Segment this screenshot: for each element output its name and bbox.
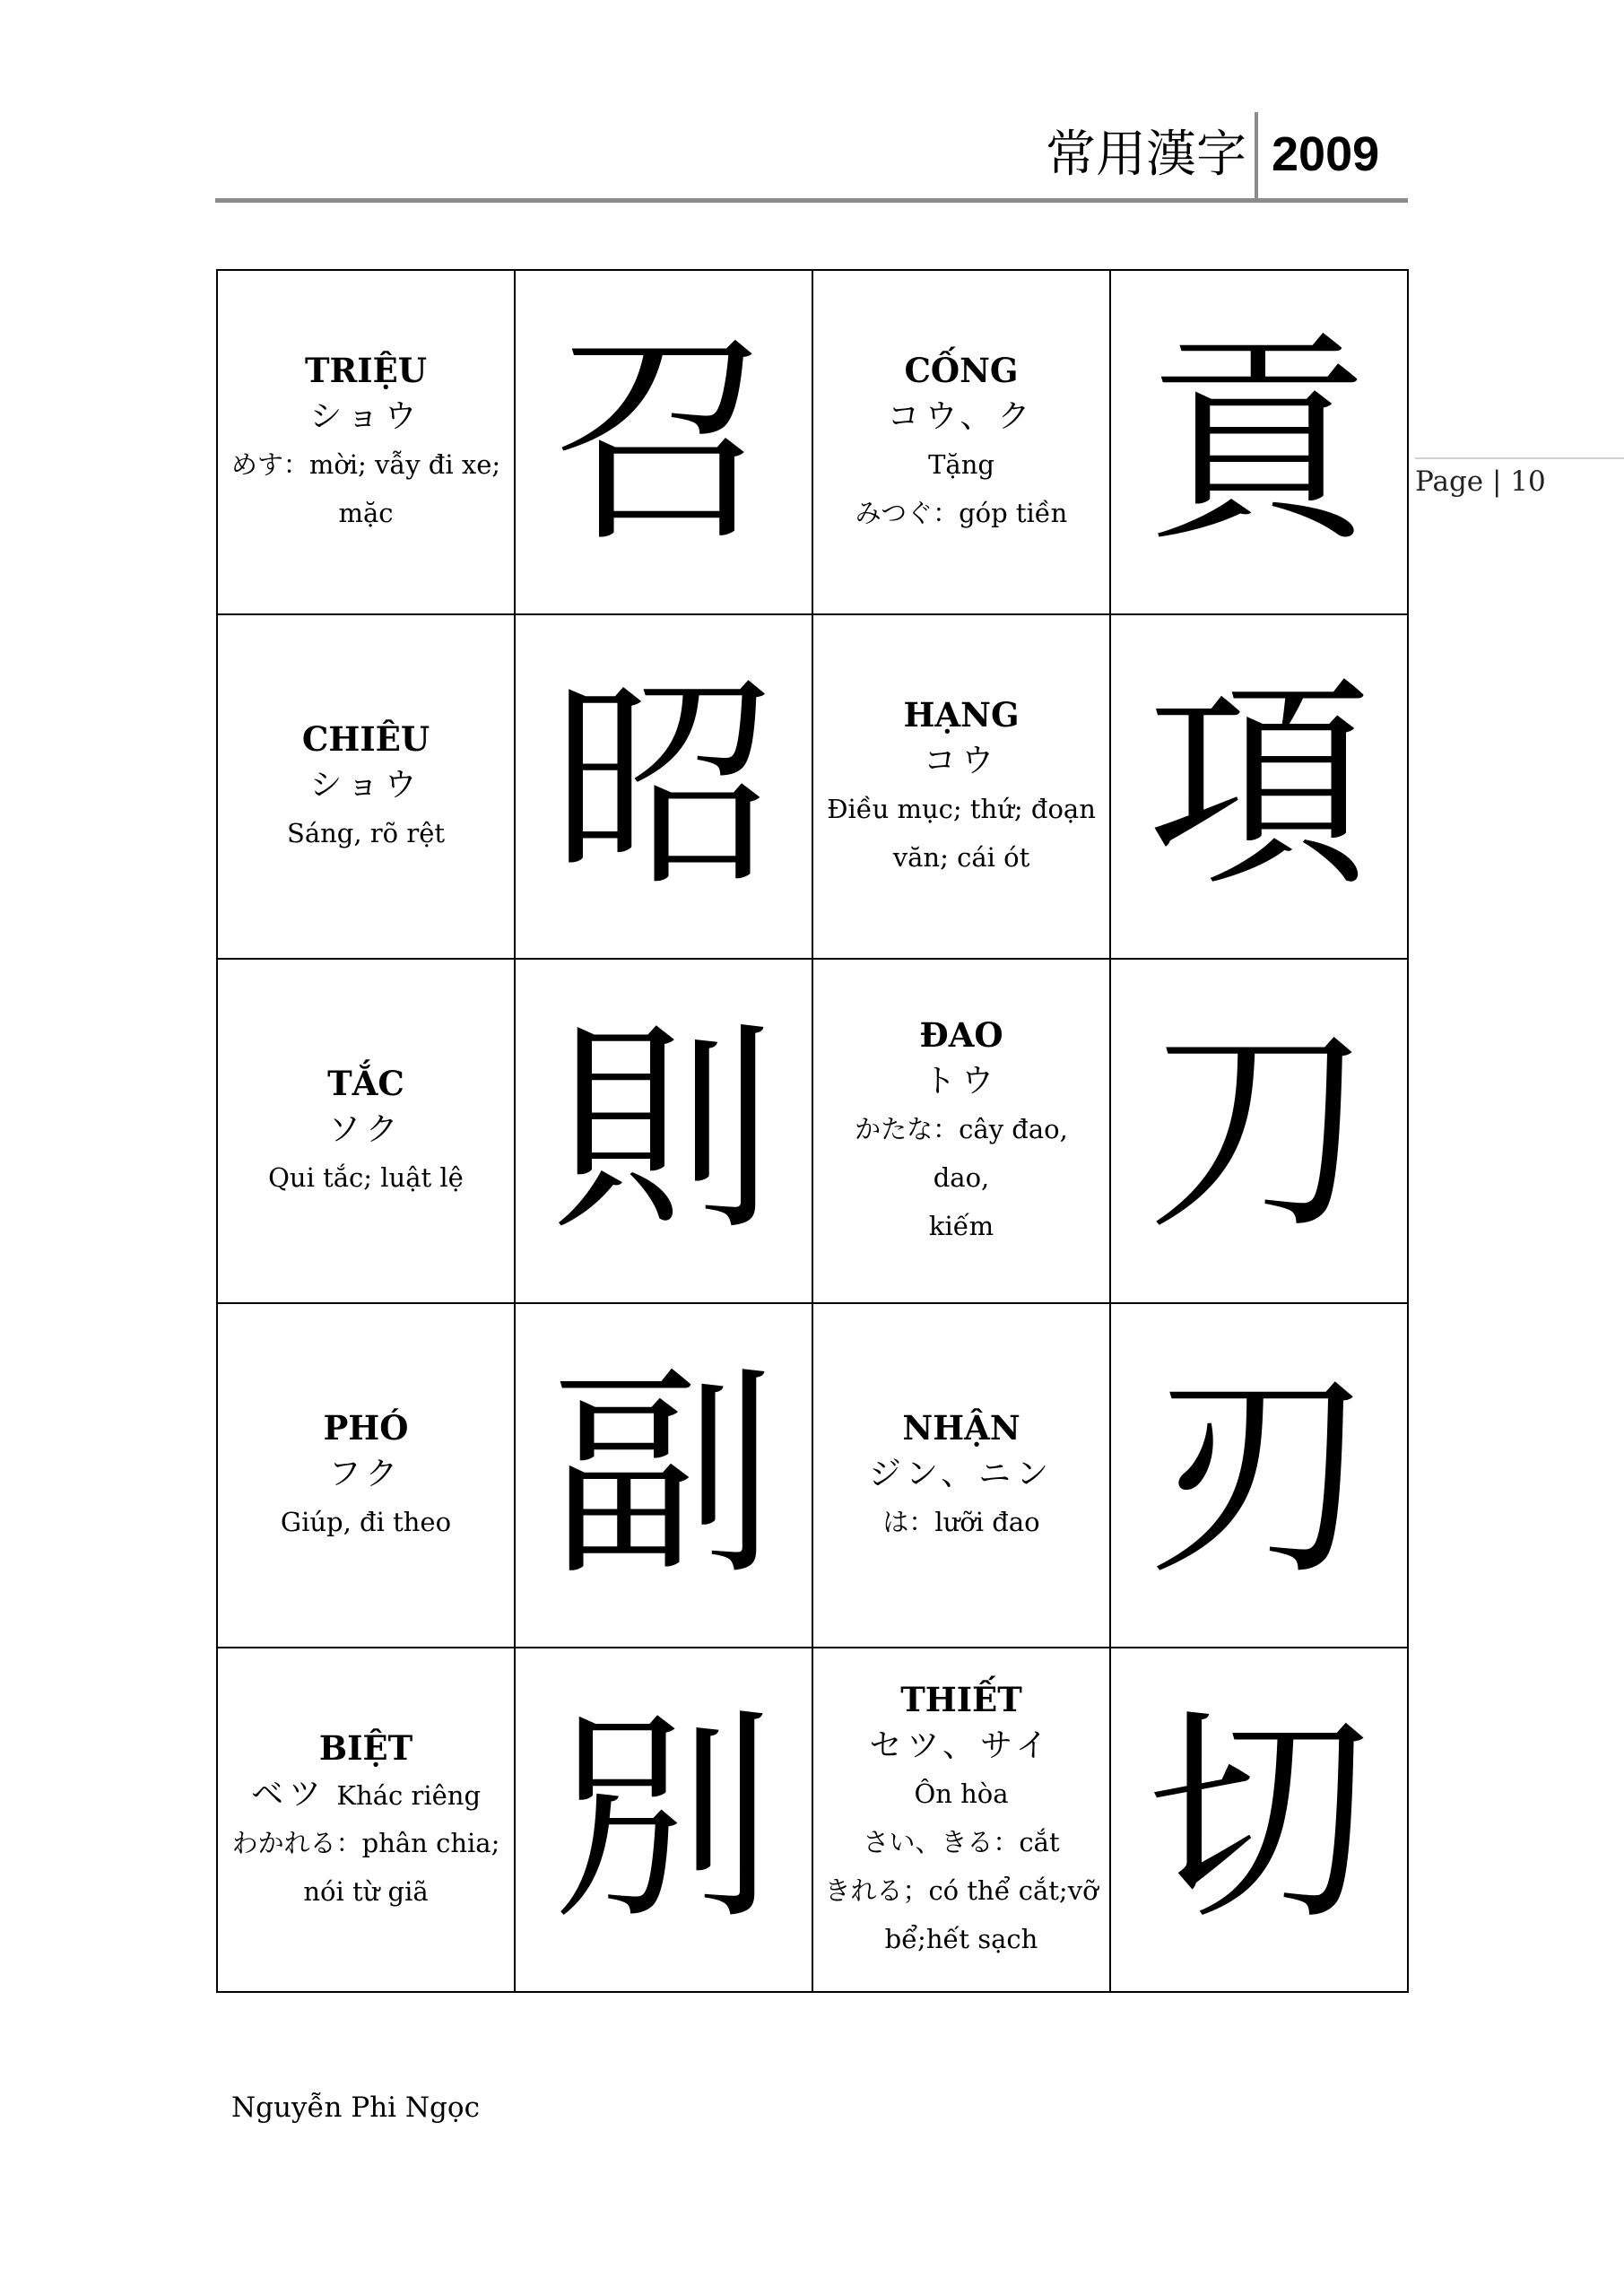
sino-vietnamese-reading: TRIỆU	[304, 351, 428, 390]
kanji-character: 切	[1147, 1689, 1371, 1950]
kanji-cell	[1110, 959, 1408, 1303]
meaning-line: kiếm	[928, 1211, 994, 1241]
info-cell	[217, 270, 515, 614]
kanji-character: 召	[551, 311, 776, 572]
table-row	[217, 1648, 1408, 1992]
kanji-cell	[515, 614, 812, 959]
on-reading: フク	[328, 1456, 404, 1492]
info-cell	[217, 959, 515, 1303]
on-reading: ベツ	[250, 1775, 326, 1813]
meaning-line: めす：mời; vẫy đi xe;	[230, 449, 501, 480]
header-divider	[1255, 112, 1258, 202]
kanji-character: 副	[551, 1344, 776, 1605]
kanji-character: 刃	[1147, 1344, 1371, 1605]
sino-vietnamese-reading: HẠNG	[903, 695, 1020, 735]
side-rule	[1415, 457, 1624, 459]
info-cell	[217, 1303, 515, 1648]
on-reading: ショウ	[309, 398, 422, 435]
meaning-inline: Khác riêng	[336, 1779, 482, 1811]
on-reading: コウ	[923, 743, 999, 779]
meaning-line: văn; cái ót	[892, 842, 1030, 873]
page-number: Page | 10	[1415, 465, 1546, 498]
meaning-line: mặc	[338, 498, 394, 528]
on-reading: セツ、サイ	[869, 1727, 1054, 1764]
meaning-line: は：lưỡi đao	[882, 1507, 1040, 1537]
kanji-character: 刀	[1147, 1000, 1371, 1261]
header-title: 常用漢字	[1046, 126, 1246, 184]
on-reading: ショウ	[309, 767, 422, 804]
sino-vietnamese-reading: ĐAO	[919, 1015, 1003, 1055]
kanji-cell	[1110, 614, 1408, 959]
kanji-character: 則	[551, 1000, 776, 1261]
header-rule	[215, 198, 1408, 203]
sino-vietnamese-reading: BIỆT	[318, 1727, 413, 1768]
on-reading: トウ	[923, 1063, 999, 1100]
meaning-line: Sáng, rõ rệt	[286, 818, 446, 848]
meaning-line: Điều mục; thứ; đoạn	[827, 794, 1096, 824]
sino-vietnamese-reading: THIẾT	[900, 1680, 1022, 1719]
meaning-line: Giúp, đi theo	[280, 1507, 452, 1537]
on-reading: ソク	[328, 1111, 404, 1148]
meaning-line: みつぐ：góp tiền	[855, 498, 1068, 528]
sino-vietnamese-reading: CHIÊU	[301, 719, 430, 759]
kanji-character: 貢	[1147, 311, 1371, 572]
kanji-cell	[515, 959, 812, 1303]
kanji-cell	[515, 1648, 812, 1992]
footer-author: Nguyễn Phi Ngọc	[231, 2092, 480, 2124]
meaning-line: きれる；có thể cắt;vỡ	[824, 1875, 1099, 1906]
on-reading: ジン、ニン	[868, 1456, 1055, 1492]
kanji-grid	[216, 269, 1409, 1993]
table-row	[217, 614, 1408, 959]
kanji-cell	[1110, 1303, 1408, 1648]
sino-vietnamese-reading: NHẬN	[902, 1408, 1020, 1448]
sino-vietnamese-reading: PHÓ	[323, 1408, 409, 1448]
info-cell	[812, 614, 1110, 959]
kanji-character: 別	[551, 1689, 776, 1950]
meaning-line: Qui tắc; luật lệ	[268, 1162, 464, 1193]
meaning-line: かたな：cây đao, dao,	[855, 1114, 1068, 1193]
table-row	[217, 959, 1408, 1303]
table-row	[217, 270, 1408, 614]
on-reading-line	[218, 1771, 514, 1819]
meaning-line: Ôn hòa	[914, 1779, 1009, 1809]
info-cell	[812, 959, 1110, 1303]
meaning-line: bể;hết sạch	[884, 1924, 1038, 1954]
header-year: 2009	[1272, 127, 1380, 181]
meaning-line: わかれる：phân chia;	[231, 1827, 500, 1858]
meaning-line: Tặng	[928, 449, 994, 480]
info-cell	[217, 1648, 515, 1992]
sino-vietnamese-reading: TẮC	[327, 1064, 404, 1103]
kanji-cell	[515, 1303, 812, 1648]
meaning-line: さい、きる：cắt	[863, 1827, 1060, 1857]
meaning-line: nói từ giã	[303, 1875, 429, 1907]
kanji-cell	[515, 270, 812, 614]
sino-vietnamese-reading: CỐNG	[904, 351, 1019, 390]
info-cell	[812, 1648, 1110, 1992]
kanji-character: 項	[1147, 656, 1371, 917]
on-reading: コウ、ク	[887, 398, 1036, 435]
info-cell	[812, 270, 1110, 614]
table-row	[217, 1303, 1408, 1648]
kanji-cell	[1110, 270, 1408, 614]
info-cell	[217, 614, 515, 959]
info-cell	[812, 1303, 1110, 1648]
kanji-character: 昭	[551, 656, 776, 917]
kanji-cell	[1110, 1648, 1408, 1992]
